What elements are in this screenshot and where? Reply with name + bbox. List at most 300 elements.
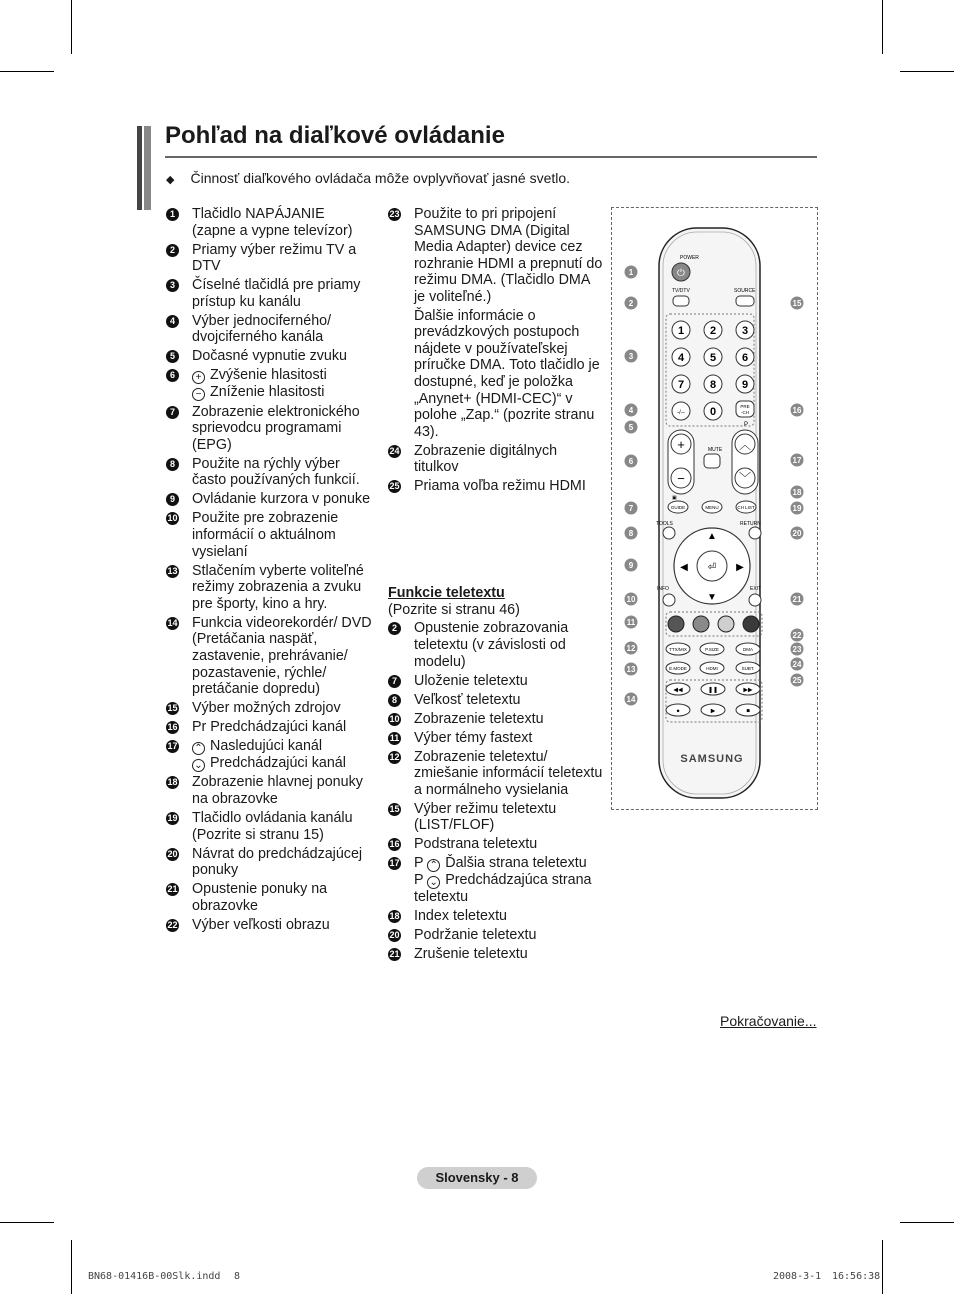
item-line: Výber možných zdrojov <box>192 700 341 717</box>
item-number <box>388 927 414 944</box>
sub-text: Zníženie hlasitosti <box>210 384 325 401</box>
channel-down-icon: ﹀ <box>738 471 752 485</box>
item-line: (Pozrite si stranu 15) <box>192 826 324 843</box>
list-item <box>166 313 376 346</box>
item-number <box>388 692 414 709</box>
list-item <box>166 738 376 772</box>
number-badge: 20 <box>389 930 400 941</box>
list-item <box>166 242 376 275</box>
number-badge: 25 <box>389 481 400 492</box>
number-badge: 19 <box>167 813 178 824</box>
item-line: Opustenie zobrazovania teletextu (v závislosti od modelu) <box>414 620 569 670</box>
note <box>166 170 570 186</box>
number-badge: 3 <box>166 279 179 292</box>
hdmi-label: HDMI <box>706 666 718 671</box>
list-item <box>388 673 603 690</box>
callout-number: 6 <box>628 457 634 466</box>
digit-label: 2 <box>709 325 717 337</box>
mute-button[interactable] <box>704 454 720 468</box>
arrow-left-icon: ◀ <box>680 562 688 573</box>
list-item <box>166 881 376 914</box>
list-item <box>166 367 376 401</box>
item-line: Výber veľkosti obrazu <box>192 916 330 933</box>
arrow-up-icon: ▲ <box>707 531 717 542</box>
item-sub-line <box>414 855 603 872</box>
section-marker <box>137 126 151 210</box>
color-key-button[interactable] <box>668 616 684 632</box>
number-badge: 8 <box>388 694 401 707</box>
crop-mark <box>71 0 72 54</box>
menu-label: MENU <box>705 505 719 510</box>
digit-label: 3 <box>741 325 749 337</box>
continuation-link: Pokračovanie... <box>720 1013 817 1029</box>
mute-label: MUTE <box>708 447 723 453</box>
item-number <box>388 206 414 440</box>
item-sub-line <box>192 384 376 401</box>
item-sub-line <box>192 367 376 384</box>
item-line: Priamy výber režimu TV a DTV <box>192 241 357 275</box>
item-number <box>166 456 192 489</box>
list-item <box>166 846 376 879</box>
source-label: SOURCE <box>734 288 756 294</box>
item-text <box>414 711 603 728</box>
number-badge: 9 <box>166 493 179 506</box>
sub-text: Ďalšia strana teletextu <box>445 855 587 872</box>
callout-number: 21 <box>792 595 802 604</box>
callout-number: 16 <box>792 406 802 415</box>
number-badge: 2 <box>388 622 401 635</box>
color-key-button[interactable] <box>743 616 759 632</box>
digit-label: 4 <box>677 352 685 364</box>
sub-text: Predchádzajúca strana teletextu <box>414 872 592 906</box>
crop-mark <box>0 71 54 72</box>
item-text <box>192 719 376 736</box>
list-item <box>166 700 376 717</box>
item-text <box>414 478 603 495</box>
item-line: Návrat do predchádzajúcej ponuky <box>192 845 363 879</box>
digit-label: 8 <box>709 379 717 391</box>
number-badge: 21 <box>389 949 400 960</box>
item-text <box>192 563 376 613</box>
play-icon: ▶ <box>710 708 716 715</box>
list-item <box>166 810 376 843</box>
item-number <box>166 719 192 736</box>
item-line: Výber témy fastext <box>414 729 533 746</box>
item-text <box>192 367 376 401</box>
callout-number: 23 <box>792 645 802 654</box>
digit-label: 1 <box>677 325 685 337</box>
item-number <box>388 711 414 728</box>
number-badge: 18 <box>167 777 178 788</box>
number-badge: 12 <box>389 751 400 762</box>
item-number <box>388 855 414 906</box>
item-number <box>388 673 414 690</box>
color-key-button[interactable] <box>718 616 734 632</box>
item-line: Použite pre zobrazenie informácií o aktuálnom vysielaní <box>192 510 339 560</box>
callout-number: 2 <box>628 299 634 308</box>
item-number <box>166 367 192 401</box>
list-item <box>166 404 376 454</box>
callout-number: 8 <box>628 529 634 538</box>
item-text <box>192 313 376 346</box>
psize-label: P.SIZE <box>705 647 719 652</box>
number-badge: 4 <box>166 315 179 328</box>
number-badge: 7 <box>388 675 401 688</box>
crop-mark <box>900 71 954 72</box>
item-line: Pr Predchádzajúci kanál <box>192 719 347 736</box>
callout-number: 3 <box>628 352 634 361</box>
item-line: Funkcia videorekordér/ DVD (Pretáčania naspäť, zastavenie, prehrávanie/ pozastavenie, rýchle/ pretáčanie dopredu) <box>192 614 372 698</box>
list-item <box>388 711 603 728</box>
item-number <box>166 881 192 914</box>
item-number <box>166 738 192 772</box>
left-column <box>166 206 376 936</box>
item-number <box>388 443 414 476</box>
list-item <box>388 946 603 963</box>
record-icon: ● <box>676 708 680 715</box>
note-text: Činnosť diaľkového ovládača môže ovplyvňovať jasné svetlo. <box>190 170 571 186</box>
arrow-right-icon: ▶ <box>736 562 744 573</box>
arrow-down-icon: ▼ <box>707 592 717 603</box>
item-line: Použite to pri pripojení SAMSUNG DMA (Digital Media Adapter) device cez rozhranie HDMI a prepnutí do režimu DMA. (Tlačidlo DMA je voliteľné.) <box>414 206 603 305</box>
crop-mark <box>71 1240 72 1294</box>
list-item <box>388 855 603 906</box>
item-line: Dočasné vypnutie zvuku <box>192 348 347 365</box>
item-number <box>388 620 414 670</box>
item-line: Zobrazenie teletextu/ zmiešanie informácií teletextu a normálneho vysielania <box>414 748 603 798</box>
item-text <box>414 946 603 963</box>
item-text <box>414 855 603 906</box>
print-page-number: 8 <box>234 1271 241 1282</box>
item-text <box>414 692 603 709</box>
item-line: Zobrazenie teletextu <box>414 710 544 727</box>
item-number <box>166 917 192 934</box>
sub-prefix: P <box>414 872 428 889</box>
item-number <box>166 348 192 365</box>
item-text <box>192 738 376 772</box>
item-text <box>414 836 603 853</box>
power-label: POWER <box>680 255 699 261</box>
item-number <box>166 774 192 807</box>
item-number <box>166 206 192 239</box>
item-sub-line <box>192 755 376 772</box>
list-item <box>166 456 376 489</box>
number-badge: 10 <box>167 513 178 524</box>
item-line: Zrušenie teletextu <box>414 946 528 963</box>
item-text <box>192 348 376 365</box>
source-button[interactable] <box>736 296 754 306</box>
item-line: Výber režimu teletextu (LIST/FLOF) <box>414 800 557 834</box>
number-badge: 16 <box>167 722 178 733</box>
info-label: INFO <box>657 586 669 592</box>
color-key-button[interactable] <box>693 616 709 632</box>
crop-mark <box>882 0 883 54</box>
item-text <box>192 277 376 310</box>
dma-label: DMA <box>743 647 753 652</box>
callout-number: 5 <box>628 423 634 432</box>
item-text <box>414 801 603 834</box>
list-item <box>388 801 603 834</box>
item-text <box>414 730 603 747</box>
exit-button[interactable] <box>749 594 761 606</box>
item-number <box>388 908 414 925</box>
right-column <box>388 206 603 965</box>
number-badge: 17 <box>167 741 178 752</box>
item-text <box>192 491 376 508</box>
item-text <box>414 927 603 944</box>
number-badge: 8 <box>166 458 179 471</box>
item-number <box>388 836 414 853</box>
item-paragraph: Ďalšie informácie o prevádzkových postupoch nájdete v používateľskej príručke DMA. Toto tlačidlo je dostupné, keď je položka „Anynet+ (HDMI-CEC)“ v polohe „Zap.“ (pozrite stranu 43). <box>414 307 600 440</box>
number-badge: 6 <box>166 369 179 382</box>
item-line: Tlačidlo NAPÁJANIE <box>192 206 325 222</box>
number-badge: 22 <box>167 919 178 930</box>
list-item <box>166 510 376 560</box>
item-number <box>166 277 192 310</box>
item-text <box>414 206 603 440</box>
callout-number: 22 <box>792 631 802 640</box>
number-badge: 17 <box>389 858 400 869</box>
item-line: Index teletextu <box>414 908 507 925</box>
remote-illustration <box>612 208 817 809</box>
sub-icon: ⌄ <box>427 876 440 889</box>
number-badge: 18 <box>389 911 400 922</box>
number-badge: 23 <box>389 209 400 219</box>
list-item <box>388 692 603 709</box>
item-text <box>192 881 376 914</box>
callout-number: 1 <box>628 268 634 277</box>
number-badge: 15 <box>167 703 178 714</box>
teletext-subtitle: (Pozrite si stranu 46) <box>388 601 520 618</box>
callout-number: 19 <box>792 504 802 513</box>
item-line: Tlačidlo ovládania kanálu <box>192 810 353 827</box>
list-item <box>166 719 376 736</box>
page-number: Slovensky - 8 <box>417 1167 537 1189</box>
list-item <box>388 620 603 670</box>
item-line: (zapne a vypne televízor) <box>192 222 353 239</box>
callout-number: 20 <box>792 529 802 538</box>
item-line: Opustenie ponuky na obrazovke <box>192 881 328 914</box>
callout-number: 7 <box>628 504 634 513</box>
guide-label: GUIDE <box>670 505 686 510</box>
item-number <box>166 242 192 275</box>
dash-label: -/-- <box>677 410 685 416</box>
item-line: Veľkosť teletextu <box>414 691 521 708</box>
volume-down-icon: − <box>677 471 685 486</box>
list-item <box>166 615 376 698</box>
emode-label: E.MODE <box>669 666 687 671</box>
list-item <box>388 206 603 440</box>
fast-forward-icon: ▶▶ <box>743 687 753 694</box>
exit-label: EXIT <box>750 586 762 592</box>
callout-number: 12 <box>626 644 636 653</box>
power-icon: ⏻ <box>677 268 685 279</box>
item-text <box>192 615 376 698</box>
title-rule <box>165 156 817 158</box>
list-item <box>166 774 376 807</box>
digit-label: 9 <box>741 379 749 391</box>
list-item <box>388 836 603 853</box>
print-date: 2008-3-1 <box>773 1271 822 1282</box>
number-badge: 5 <box>166 350 179 363</box>
digit-label: 6 <box>741 352 749 364</box>
p-label: P <box>744 422 749 428</box>
number-badge: 16 <box>389 839 400 850</box>
list-item <box>388 443 603 476</box>
item-text <box>192 917 376 934</box>
item-text <box>192 242 376 275</box>
number-badge: 15 <box>389 803 400 814</box>
item-text <box>192 510 376 560</box>
callout-number: 18 <box>792 488 802 497</box>
return-button[interactable] <box>749 527 761 539</box>
crop-mark <box>900 1222 954 1223</box>
print-time: 16:56:38 <box>832 1271 881 1282</box>
callout-number: 13 <box>626 665 636 674</box>
list-item <box>166 206 376 239</box>
item-sub-line <box>192 738 376 755</box>
item-number <box>166 510 192 560</box>
item-text <box>414 620 603 670</box>
callout-number: 4 <box>628 406 634 415</box>
item-number <box>166 491 192 508</box>
item-line: Číselné tlačidlá pre priamy prístup ku kanálu <box>192 277 361 310</box>
enter-icon: ⏎ <box>707 562 717 573</box>
sub-text: Predchádzajúci kanál <box>210 755 346 772</box>
callout-number: 9 <box>628 561 634 570</box>
number-badge: 7 <box>166 406 179 419</box>
subt-label: SUBT. <box>741 666 755 671</box>
info-button[interactable] <box>663 594 675 606</box>
list-item <box>388 927 603 944</box>
item-text <box>414 443 603 476</box>
callout-number: 25 <box>792 676 802 685</box>
diamond-bullet-icon: ◆ <box>166 174 175 186</box>
number-badge: 14 <box>167 617 178 628</box>
return-label: RETURN <box>740 521 761 527</box>
item-line: Zobrazenie elektronického sprievodcu programami (EPG) <box>192 403 360 453</box>
sub-text: Nasledujúci kanál <box>210 738 323 755</box>
list-item <box>166 563 376 613</box>
list-item <box>388 908 603 925</box>
list-item <box>388 730 603 747</box>
crop-mark <box>0 1222 54 1223</box>
sub-icon: − <box>192 388 205 401</box>
number-badge: 13 <box>167 565 178 576</box>
number-badge: 10 <box>389 713 400 724</box>
page-title: Pohľad na diaľkové ovládanie <box>165 122 505 149</box>
list-item <box>388 478 603 495</box>
print-file-name: BN68-01416B-00Slk.indd <box>88 1271 221 1282</box>
tools-label: TOOLS <box>656 521 673 527</box>
sub-icon: + <box>192 371 205 384</box>
number-badge: 21 <box>167 884 178 895</box>
item-text <box>192 456 376 489</box>
digit-label: 5 <box>709 352 717 364</box>
item-line: Zobrazenie hlavnej ponuky na obrazovke <box>192 774 363 808</box>
item-sub-line <box>414 872 603 906</box>
item-number <box>388 801 414 834</box>
chlist-label: CH LIST <box>737 505 755 510</box>
digit-label: 7 <box>677 379 685 391</box>
list-item <box>166 491 376 508</box>
digit-label: 0 <box>709 406 717 418</box>
callout-number: 14 <box>626 695 636 704</box>
ttx-icon: ▣ <box>672 495 677 501</box>
item-number <box>388 730 414 747</box>
tvdtv-button[interactable] <box>673 296 689 306</box>
item-text <box>192 404 376 454</box>
item-line: Podržanie teletextu <box>414 927 537 944</box>
number-badge: 24 <box>389 445 400 456</box>
item-line: Podstrana teletextu <box>414 836 538 853</box>
volume-up-icon: + <box>677 437 685 452</box>
sub-prefix: P <box>414 855 428 872</box>
rewind-icon: ◀◀ <box>673 687 683 694</box>
item-number <box>166 615 192 698</box>
item-line: Použite na rýchly výber často používaných funkcií. <box>192 455 360 489</box>
stop-icon: ■ <box>746 708 750 715</box>
brand-logo: SAMSUNG <box>680 753 744 765</box>
tools-button[interactable] <box>663 527 675 539</box>
tvdtv-label: TV/DTV <box>672 288 690 294</box>
list-item <box>166 348 376 365</box>
item-number <box>166 313 192 346</box>
channel-up-icon: ︿ <box>738 438 752 452</box>
callout-number: 11 <box>626 618 636 627</box>
item-line: Priama voľba režimu HDMI <box>414 478 586 495</box>
callout-number: 10 <box>626 595 636 604</box>
item-text <box>414 908 603 925</box>
item-number <box>388 478 414 495</box>
number-badge: 11 <box>389 732 400 743</box>
item-number <box>166 810 192 843</box>
number-badge: 20 <box>167 848 178 859</box>
item-text <box>192 846 376 879</box>
item-text <box>192 774 376 807</box>
remote-illustration-frame <box>611 207 818 810</box>
list-item <box>166 917 376 934</box>
item-number <box>166 563 192 613</box>
item-line: Stlačením vyberte voliteľné režimy zobrazenia a zvuku pre športy, kino a hry. <box>192 562 364 612</box>
callout-number: 17 <box>792 456 802 465</box>
callout-number: 24 <box>792 660 802 669</box>
item-number <box>166 846 192 879</box>
item-text <box>414 673 603 690</box>
pause-icon: ❚❚ <box>707 687 719 694</box>
item-text <box>192 700 376 717</box>
callout-number: 15 <box>792 299 802 308</box>
item-line: Zobrazenie digitálnych titulkov <box>414 442 558 476</box>
item-number <box>388 749 414 799</box>
item-number <box>166 404 192 454</box>
pre-label: PRE <box>740 404 750 409</box>
item-line: Ovládanie kurzora v ponuke <box>192 491 371 508</box>
item-text <box>192 810 376 843</box>
sub-icon: ⌃ <box>192 742 205 755</box>
ttx-label: TTX/MIX <box>669 647 687 652</box>
list-item <box>166 277 376 310</box>
item-number <box>388 946 414 963</box>
sub-icon: ⌃ <box>427 859 440 872</box>
item-text <box>192 206 376 239</box>
item-number <box>166 700 192 717</box>
number-badge: 1 <box>166 208 179 221</box>
item-line: Výber jednociferného/ dvojciferného kanála <box>192 312 332 346</box>
crop-mark <box>882 1240 883 1294</box>
item-line: Uloženie teletextu <box>414 672 528 689</box>
sub-text: Zvýšenie hlasitosti <box>210 367 327 384</box>
